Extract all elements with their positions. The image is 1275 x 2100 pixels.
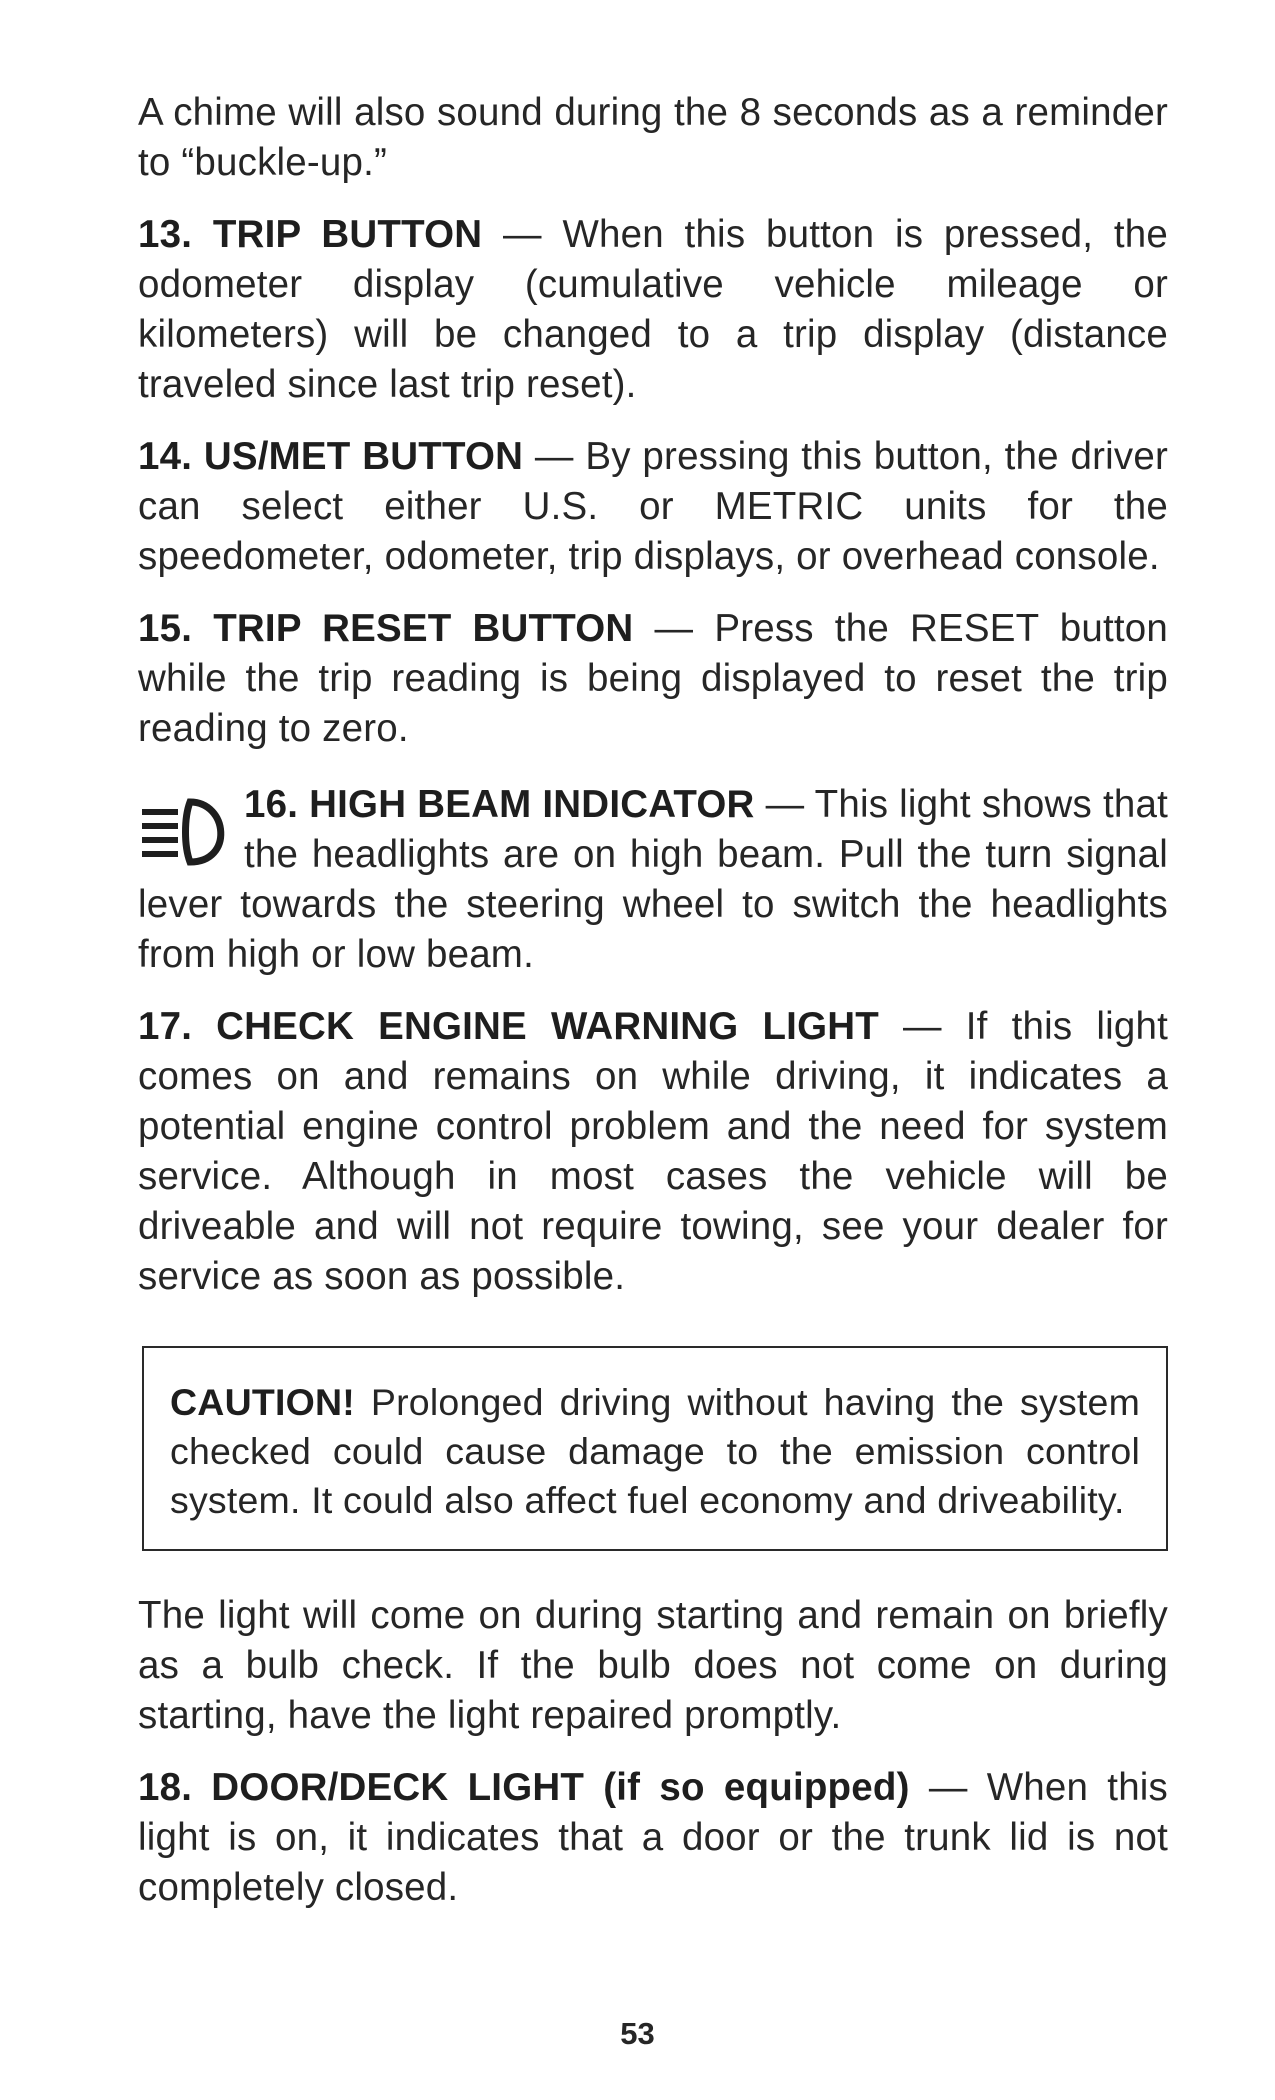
item-13-body: When this button is pressed, the odometer display (cumulative vehicle mileage or kilometers) will be changed to a trip display (distance traveled since last trip reset). xyxy=(138,213,1168,406)
intro-paragraph xyxy=(138,88,1168,188)
item-14-us-met-button xyxy=(138,432,1168,582)
item-17-dash: — xyxy=(903,1005,942,1048)
item-16-high-beam-indicator xyxy=(138,780,1168,980)
item-18-body: When this light is on, it indicates that a door or the trunk lid is not completely closed. xyxy=(138,1766,1169,1909)
bulb-check-text: The light will come on during starting and remain on briefly as a bulb check. If the bulb does not come on during starting, have the light repaired promptly. xyxy=(138,1594,1168,1737)
item-17-check-engine-warning-light xyxy=(138,1002,1168,1302)
item-14-heading: 14. US/MET BUTTON xyxy=(138,435,524,478)
intro-text: A chime will also sound during the 8 seconds as a reminder to “buckle-up.” xyxy=(138,91,1168,184)
item-18-dash: — xyxy=(928,1766,968,1809)
item-17-body: If this light comes on and remains on while driving, it indicates a potential engine control problem and the need for system service. Although in most cases the vehicle will be driveable and will not require towing, see your dealer for service as soon as possible. xyxy=(138,1005,1168,1298)
item-15-heading: 15. TRIP RESET BUTTON xyxy=(138,607,634,650)
item-14-dash: — xyxy=(534,435,574,478)
item-15-body: Press the RESET button while the trip reading is being displayed to reset the trip reading to zero. xyxy=(138,607,1168,750)
bulb-check-paragraph xyxy=(138,1591,1168,1741)
item-18-door-deck-light xyxy=(138,1763,1168,1913)
item-16-heading: 16. HIGH BEAM INDICATOR xyxy=(244,783,755,826)
item-13-trip-button xyxy=(138,210,1168,410)
item-13-dash: — xyxy=(503,213,542,256)
high-beam-icon xyxy=(138,786,238,874)
page-number: 53 xyxy=(620,2016,655,2051)
item-15-dash: — xyxy=(654,607,694,650)
item-14-body: By pressing this button, the driver can select either U.S. or METRIC units for the speedometer, odometer, trip displays, or overhead console. xyxy=(138,435,1168,578)
item-15-trip-reset-button xyxy=(138,604,1168,754)
manual-page xyxy=(138,88,1168,1913)
caution-text: Prolonged driving without having the system checked could cause damage to the emission control system. It could also affect fuel economy and driveability. xyxy=(170,1381,1141,1521)
item-18-heading: 18. DOOR/DECK LIGHT (if so equipped) xyxy=(138,1766,910,1809)
caution-box xyxy=(142,1346,1168,1551)
item-13-heading: 13. TRIP BUTTON xyxy=(138,213,483,256)
caution-label: CAUTION! xyxy=(170,1381,355,1423)
item-17-heading: 17. CHECK ENGINE WARNING LIGHT xyxy=(138,1005,879,1048)
item-16-dash: — xyxy=(765,783,805,826)
item-16-body: This light shows that the headlights are on high beam. Pull the turn signal lever towards the steering wheel to switch the headlights from high or low beam. xyxy=(138,783,1168,976)
